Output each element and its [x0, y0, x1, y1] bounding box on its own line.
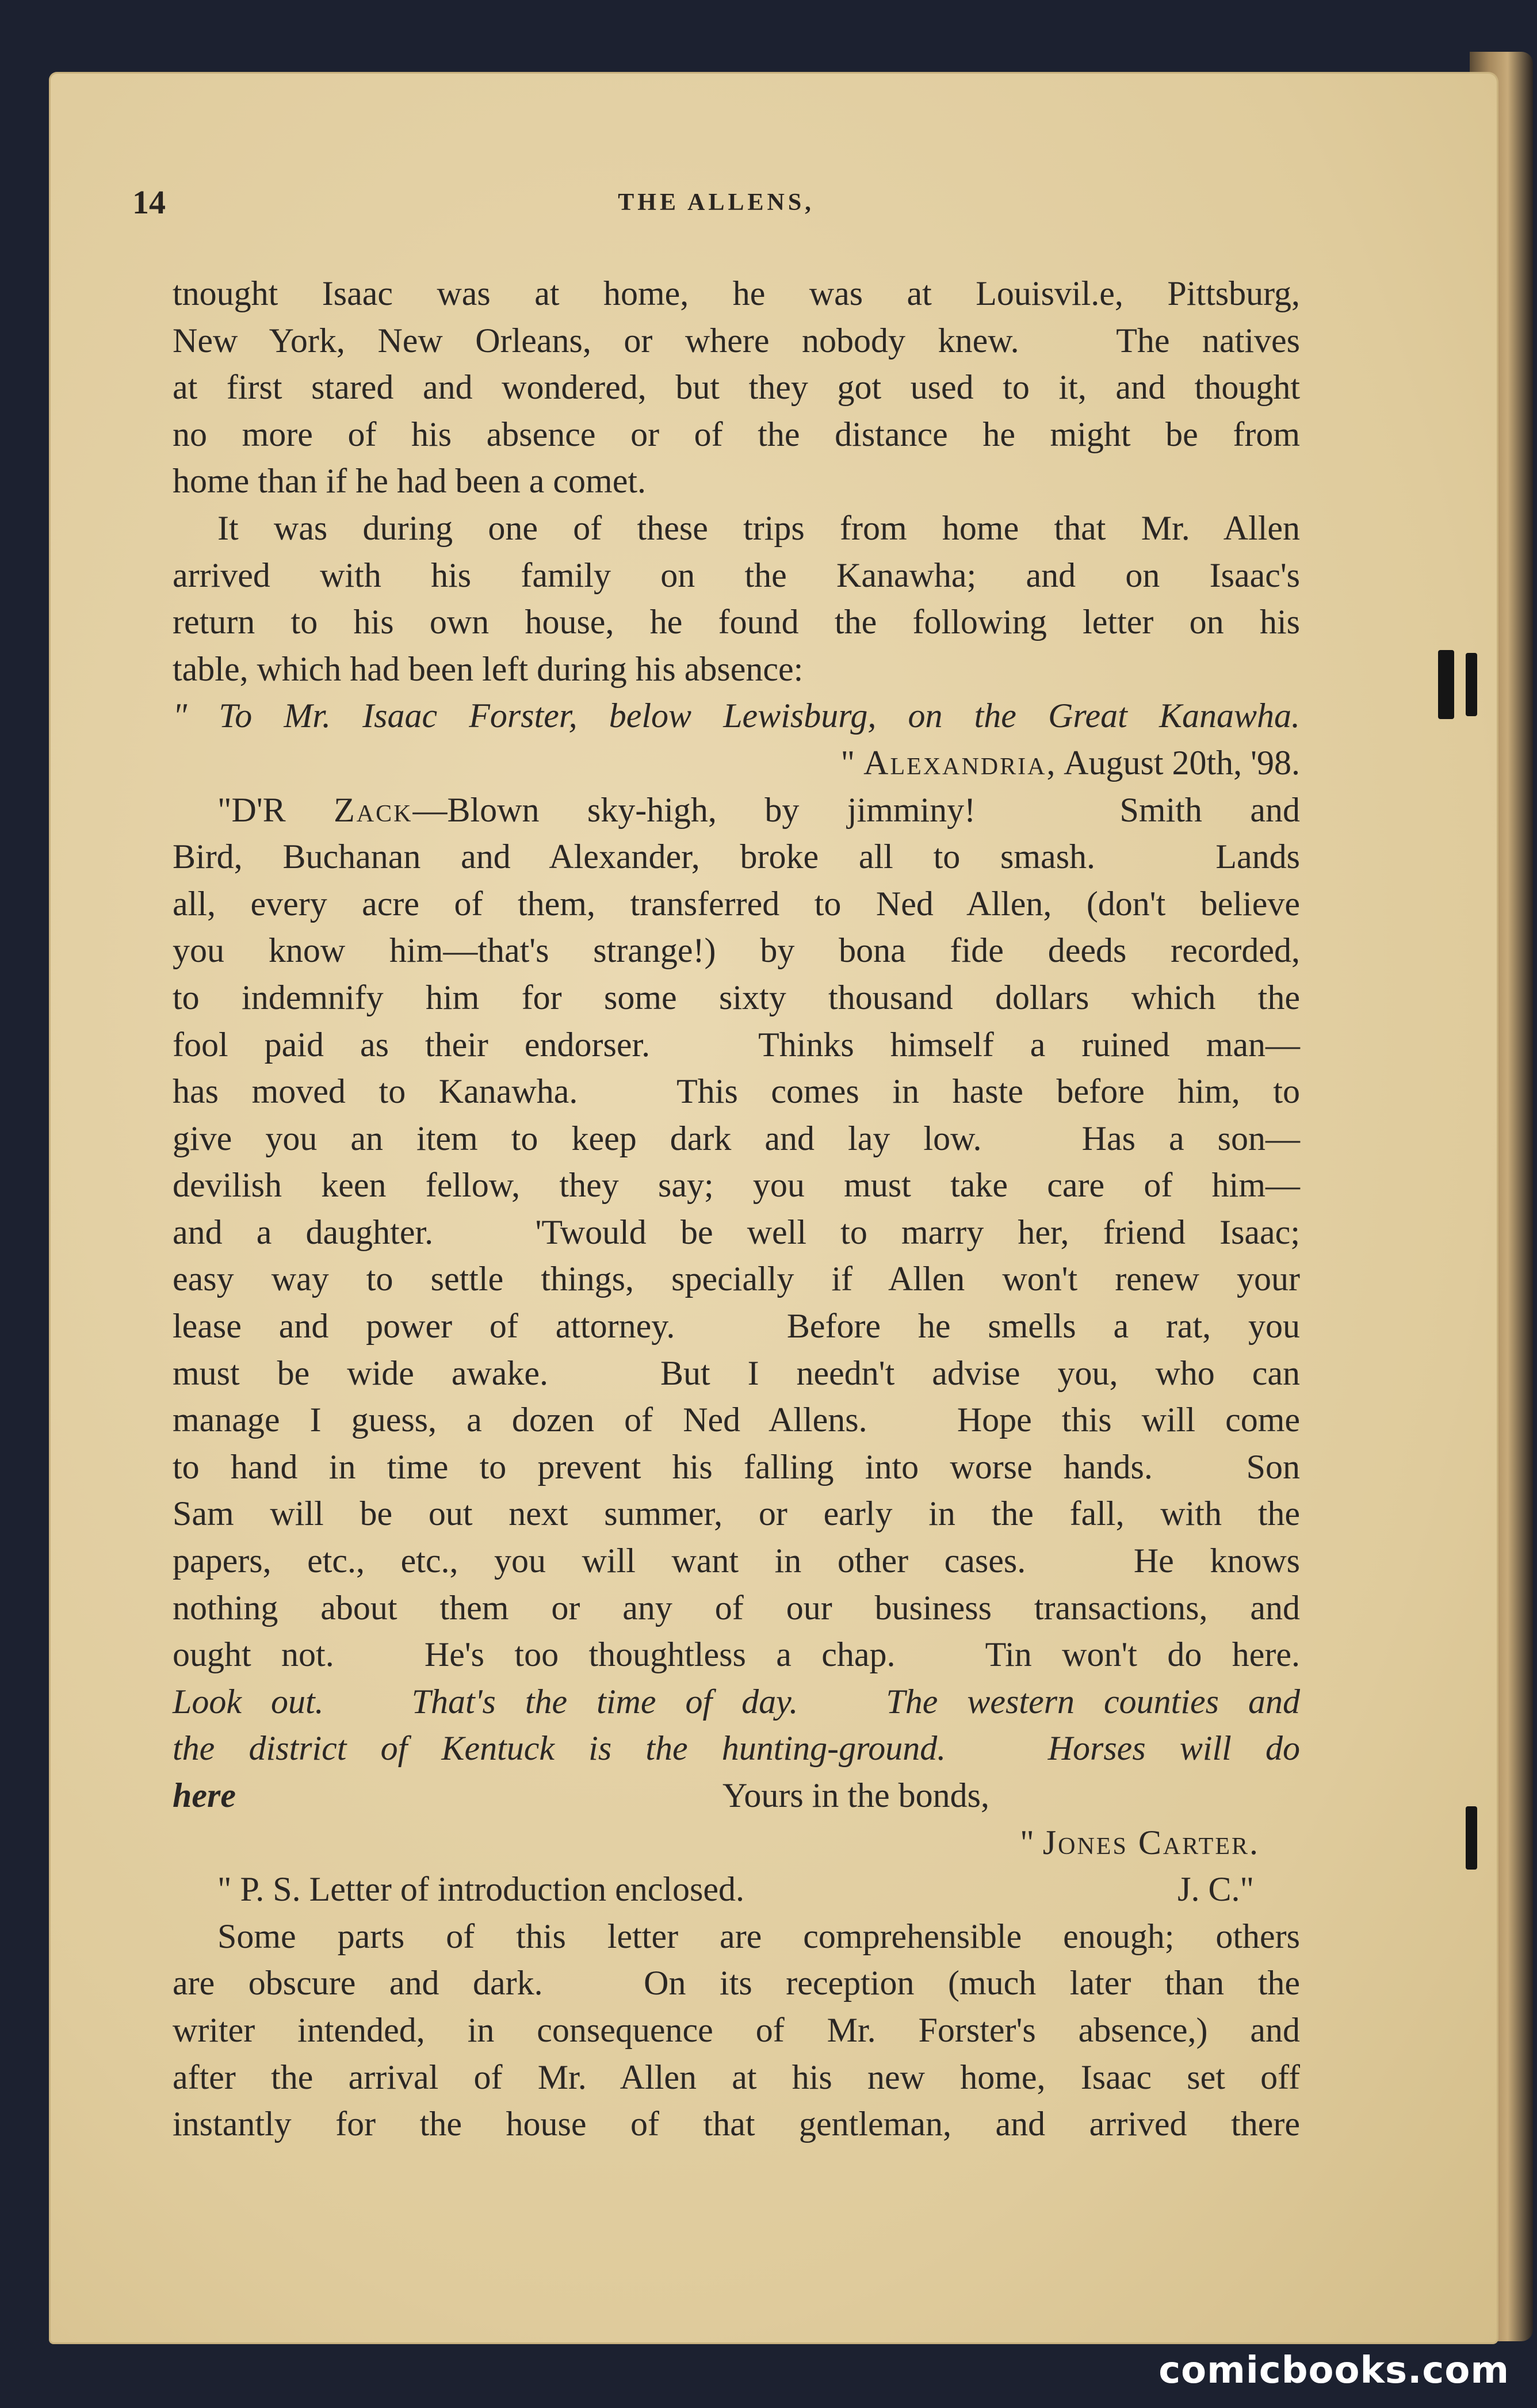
- text-line: fool paid as their endorser. Thinks himself a ruined man—: [173, 1025, 1300, 1064]
- letter-closing: [173, 1772, 1300, 1820]
- postscript: [173, 1866, 1300, 1913]
- letter-signature: [173, 1820, 1300, 1867]
- text-line: instantly for the house of that gentleman, and arrived there: [173, 2105, 1300, 2143]
- running-head: THE ALLENS,: [618, 189, 815, 216]
- text-line: must be wide awake. But I needn't advise you, who can: [173, 1354, 1300, 1392]
- postscript-text: " P. S. Letter of introduction enclosed.: [217, 1870, 744, 1909]
- watermark: comicbooks.com: [1159, 2349, 1509, 2392]
- text-line: arrived with his family on the Kanawha; and on Isaac's: [173, 556, 1300, 594]
- quote-mark: ": [840, 743, 864, 782]
- text-line: manage I guess, a dozen of Ned Allens. Hope this will come: [173, 1401, 1300, 1439]
- quote-mark: ": [1020, 1823, 1043, 1862]
- text-line: to hand in time to prevent his falling into worse hands. Son: [173, 1447, 1300, 1486]
- text-line: nothing about them or any of our business transactions, and: [173, 1588, 1300, 1627]
- text-line: return to his own house, he found the following letter on his: [173, 603, 1300, 641]
- text-line: Some parts of this letter are comprehensible enough; others: [217, 1917, 1300, 1955]
- text-line: New York, New Orleans, or where nobody knew. The natives: [173, 321, 1300, 360]
- binding-thread: [1466, 653, 1477, 716]
- text-line: ought not. He's too thoughtless a chap. Tin won't do here.: [173, 1635, 1300, 1674]
- text-line: home than if he had been a comet.: [173, 462, 647, 500]
- text-line: you know him—that's strange!) by bona fide deeds recorded,: [173, 931, 1300, 970]
- text-line: Sam will be out next summer, or early in the fall, with the: [173, 1495, 1300, 1533]
- text-line: table, which had been left during his absence:: [173, 649, 804, 688]
- signature-name: Jones Carter.: [1042, 1823, 1260, 1862]
- page-header: [132, 183, 1300, 235]
- text-line: has moved to Kanawha. This comes in haste before him, to: [173, 1072, 1300, 1111]
- letter-salutation: [173, 787, 1300, 834]
- text-line: devilish keen fellow, they say; you must take care of him—: [173, 1166, 1300, 1205]
- postscript-initials: J. C.": [1177, 1870, 1254, 1909]
- page-body: [173, 270, 1300, 2148]
- text-line: all, every acre of them, transferred to Ned Allen, (don't believe: [173, 884, 1300, 923]
- page-number: 14: [132, 184, 166, 221]
- text-line: and a daughter. 'Twould be well to marry her, friend Isaac;: [173, 1213, 1300, 1251]
- date-text: August 20th, '98.: [1057, 743, 1300, 782]
- binding-thread: [1438, 650, 1454, 719]
- text-line: no more of his absence or of the distance he might be from: [173, 415, 1300, 453]
- text-line: writer intended, in consequence of Mr. Forster's absence,) and: [173, 2011, 1300, 2049]
- salutation-prefix: "D'R: [217, 790, 334, 829]
- text-line: tnought Isaac was at home, he was at Louisvil.e, Pittsburg,: [173, 274, 1300, 312]
- text-line: are obscure and dark. On its reception (much later than the: [173, 1964, 1300, 2002]
- text-line: lease and power of attorney. Before he smells a rat, you: [173, 1307, 1300, 1346]
- salutation-rest: —Blown sky-high, by jimminy! Smith and: [412, 790, 1300, 829]
- text-line: give you an item to keep dark and lay low. Has a son—: [173, 1119, 1300, 1157]
- letter-address: " To Mr. Isaac Forster, below Lewisburg, on the Great Kanawha.: [173, 697, 1300, 735]
- text-line: after the arrival of Mr. Allen at his new home, Isaac set off: [173, 2058, 1300, 2096]
- text-line: Bird, Buchanan and Alexander, broke all to smash. Lands: [173, 838, 1300, 876]
- closing-phrase: Yours in the bonds,: [722, 1776, 989, 1814]
- text-line: easy way to settle things, specially if Allen won't renew your: [173, 1260, 1300, 1298]
- text-line: the district of Kentuck is the hunting-ground. Horses will do: [173, 1729, 1300, 1768]
- text-line: Look out. That's the time of day. The western counties and: [173, 1682, 1300, 1721]
- text-line: to indemnify him for some sixty thousand dollars which the: [173, 978, 1300, 1016]
- closing-word: here: [173, 1776, 236, 1814]
- letter-dateline: [173, 740, 1300, 787]
- binding-thread: [1466, 1806, 1477, 1870]
- text-line: papers, etc., etc., you will want in other cases. He knows: [173, 1542, 1300, 1580]
- text-line: at first stared and wondered, but they got used to it, and thought: [173, 368, 1300, 407]
- place-name: Alexandria,: [863, 743, 1057, 782]
- salutation-name: Zack: [334, 790, 413, 829]
- text-line: It was during one of these trips from home that Mr. Allen: [217, 509, 1300, 547]
